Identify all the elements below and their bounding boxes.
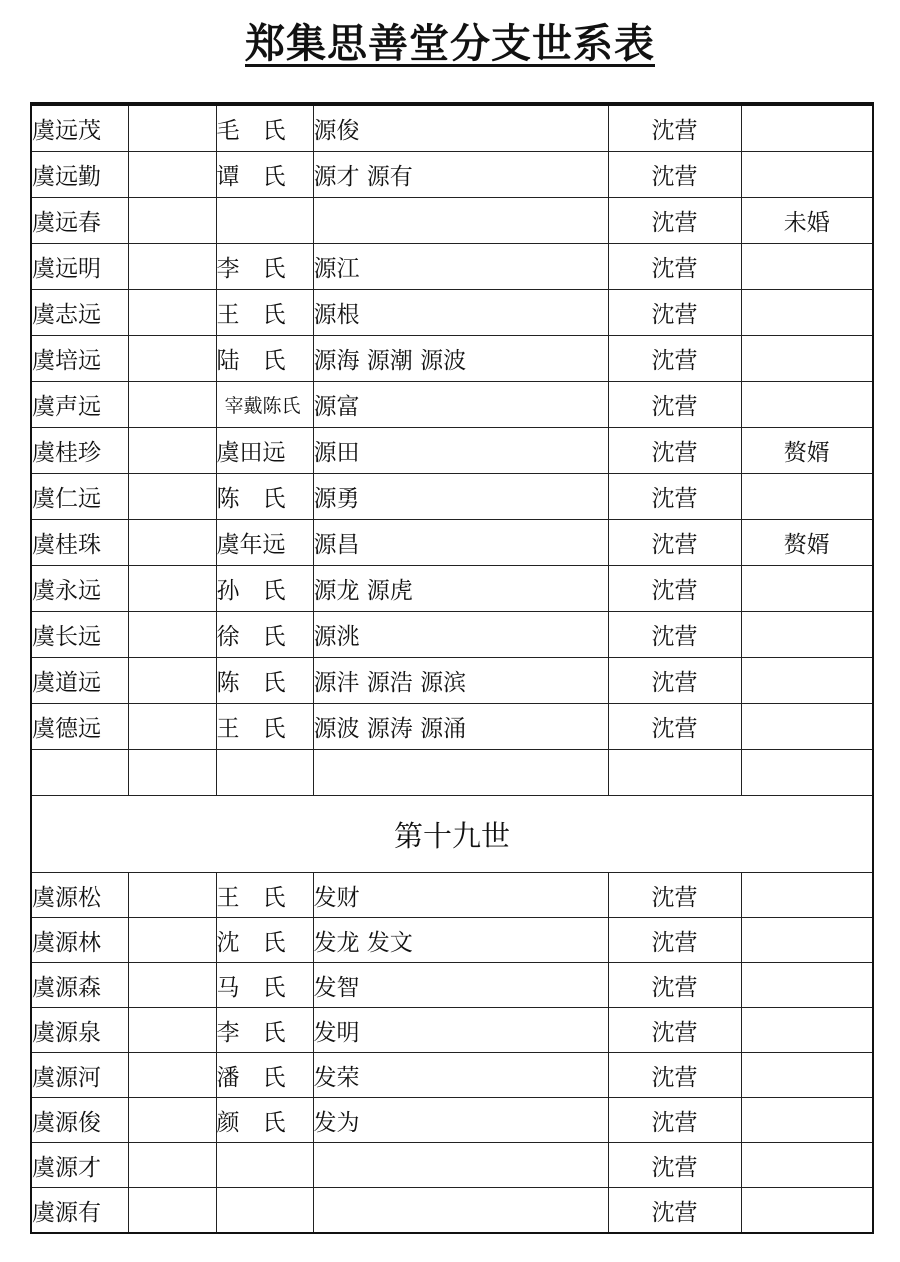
remark-cell (741, 336, 873, 382)
residence-cell: 沈营 (608, 612, 741, 658)
residence-cell: 沈营 (608, 704, 741, 750)
remark-cell (741, 750, 873, 796)
member-name-cell: 虞仁远 (31, 474, 128, 520)
blank-cell-cell (128, 566, 216, 612)
residence-cell: 沈营 (608, 198, 741, 244)
remark-cell (741, 1008, 873, 1053)
table-row (31, 612, 873, 658)
remark-cell (741, 1053, 873, 1098)
spouse-name-cell (216, 1188, 313, 1234)
spouse-name-cell: 李 氏 (216, 1008, 313, 1053)
member-name-cell: 虞远春 (31, 198, 128, 244)
table-row (31, 428, 873, 474)
blank-cell-cell (128, 704, 216, 750)
children-names-cell (313, 1188, 608, 1234)
blank-cell-cell (128, 918, 216, 963)
children-names-cell: 源龙 源虎 (313, 566, 608, 612)
member-name-cell: 虞源森 (31, 963, 128, 1008)
residence-cell: 沈营 (608, 873, 741, 918)
spouse-name-cell: 宰戴陈氏 (216, 382, 313, 428)
table-row (31, 1008, 873, 1053)
children-names-cell: 发财 (313, 873, 608, 918)
children-names-cell: 源俊 (313, 104, 608, 152)
children-names-cell (313, 198, 608, 244)
residence-cell: 沈营 (608, 382, 741, 428)
table-row (31, 918, 873, 963)
children-names-cell: 源江 (313, 244, 608, 290)
remark-cell (741, 244, 873, 290)
children-names-cell: 发明 (313, 1008, 608, 1053)
residence-cell: 沈营 (608, 290, 741, 336)
blank-cell-cell (128, 1143, 216, 1188)
blank-cell-cell (128, 244, 216, 290)
blank-cell-cell (128, 382, 216, 428)
blank-cell-cell (128, 336, 216, 382)
children-names-cell: 源田 (313, 428, 608, 474)
remark-cell (741, 1143, 873, 1188)
residence-cell (608, 750, 741, 796)
remark-cell (741, 104, 873, 152)
remark-cell (741, 658, 873, 704)
spouse-name-cell (216, 198, 313, 244)
spouse-name-cell: 马 氏 (216, 963, 313, 1008)
blank-cell-cell (128, 1098, 216, 1143)
table-row (31, 1098, 873, 1143)
table-row (31, 1188, 873, 1234)
member-name-cell: 虞源林 (31, 918, 128, 963)
member-name-cell: 虞源松 (31, 873, 128, 918)
remark-cell (741, 918, 873, 963)
table-row (31, 658, 873, 704)
blank-cell-cell (128, 1053, 216, 1098)
residence-cell: 沈营 (608, 336, 741, 382)
member-name-cell: 虞声远 (31, 382, 128, 428)
remark-cell (741, 873, 873, 918)
residence-cell: 沈营 (608, 520, 741, 566)
residence-cell: 沈营 (608, 1188, 741, 1234)
spouse-name-cell: 虞年远 (216, 520, 313, 566)
remark-cell (741, 290, 873, 336)
blank-cell-cell (128, 750, 216, 796)
table-row (31, 873, 873, 918)
table-row (31, 520, 873, 566)
children-names-cell: 源波 源涛 源涌 (313, 704, 608, 750)
children-names-cell: 源洮 (313, 612, 608, 658)
blank-cell-cell (128, 428, 216, 474)
remark-cell: 赘婿 (741, 428, 873, 474)
table-row (31, 382, 873, 428)
remark-cell (741, 1188, 873, 1234)
member-name-cell: 虞德远 (31, 704, 128, 750)
member-name-cell (31, 750, 128, 796)
remark-cell (741, 382, 873, 428)
children-names-cell: 源沣 源浩 源滨 (313, 658, 608, 704)
table-row (31, 704, 873, 750)
spouse-name-cell: 徐 氏 (216, 612, 313, 658)
residence-cell: 沈营 (608, 428, 741, 474)
residence-cell: 沈营 (608, 104, 741, 152)
spouse-name-cell (216, 750, 313, 796)
genealogy-table-body (31, 104, 873, 1233)
member-name-cell: 虞桂珍 (31, 428, 128, 474)
remark-cell (741, 152, 873, 198)
member-name-cell: 虞道远 (31, 658, 128, 704)
residence-cell: 沈营 (608, 474, 741, 520)
member-name-cell: 虞远茂 (31, 104, 128, 152)
spouse-name-cell: 陈 氏 (216, 658, 313, 704)
residence-cell: 沈营 (608, 918, 741, 963)
children-names-cell: 源勇 (313, 474, 608, 520)
children-names-cell: 源海 源潮 源波 (313, 336, 608, 382)
spouse-name-cell: 王 氏 (216, 290, 313, 336)
table-row (31, 336, 873, 382)
page-title (0, 12, 900, 69)
member-name-cell: 虞永远 (31, 566, 128, 612)
blank-cell-cell (128, 873, 216, 918)
genealogy-table (30, 102, 874, 1234)
children-names-cell: 源富 (313, 382, 608, 428)
blank-cell-cell (128, 1008, 216, 1053)
table-row (31, 750, 873, 796)
remark-cell (741, 474, 873, 520)
children-names-cell (313, 750, 608, 796)
spouse-name-cell: 孙 氏 (216, 566, 313, 612)
spouse-name-cell: 陆 氏 (216, 336, 313, 382)
residence-cell: 沈营 (608, 244, 741, 290)
residence-cell: 沈营 (608, 152, 741, 198)
residence-cell: 沈营 (608, 1143, 741, 1188)
table-row (31, 198, 873, 244)
spouse-name-cell: 潘 氏 (216, 1053, 313, 1098)
children-names-cell: 源根 (313, 290, 608, 336)
residence-cell: 沈营 (608, 963, 741, 1008)
children-names-cell: 发龙 发文 (313, 918, 608, 963)
spouse-name-cell: 陈 氏 (216, 474, 313, 520)
table-row (31, 152, 873, 198)
member-name-cell: 虞远明 (31, 244, 128, 290)
children-names-cell: 源昌 (313, 520, 608, 566)
member-name-cell: 虞源泉 (31, 1008, 128, 1053)
remark-cell: 赘婿 (741, 520, 873, 566)
children-names-cell: 源才 源有 (313, 152, 608, 198)
generation-row (31, 796, 873, 873)
blank-cell-cell (128, 474, 216, 520)
residence-cell: 沈营 (608, 1098, 741, 1143)
spouse-name-cell: 谭 氏 (216, 152, 313, 198)
table-row (31, 474, 873, 520)
remark-cell (741, 1098, 873, 1143)
member-name-cell: 虞源有 (31, 1188, 128, 1234)
page-title-text: 郑集思善堂分支世系表 (245, 21, 655, 67)
spouse-name-cell: 虞田远 (216, 428, 313, 474)
children-names-cell (313, 1143, 608, 1188)
children-names-cell: 发智 (313, 963, 608, 1008)
blank-cell-cell (128, 612, 216, 658)
member-name-cell: 虞源俊 (31, 1098, 128, 1143)
remark-cell (741, 963, 873, 1008)
spouse-name-cell: 毛 氏 (216, 104, 313, 152)
spouse-name-cell (216, 1143, 313, 1188)
blank-cell-cell (128, 658, 216, 704)
member-name-cell: 虞源才 (31, 1143, 128, 1188)
table-row (31, 290, 873, 336)
table-row (31, 566, 873, 612)
member-name-cell: 虞培远 (31, 336, 128, 382)
blank-cell-cell (128, 1188, 216, 1234)
member-name-cell: 虞志远 (31, 290, 128, 336)
blank-cell-cell (128, 152, 216, 198)
remark-cell (741, 566, 873, 612)
remark-cell: 未婚 (741, 198, 873, 244)
residence-cell: 沈营 (608, 1008, 741, 1053)
children-names-cell: 发荣 (313, 1053, 608, 1098)
blank-cell-cell (128, 104, 216, 152)
spouse-name-cell: 沈 氏 (216, 918, 313, 963)
blank-cell-cell (128, 520, 216, 566)
table-row (31, 963, 873, 1008)
member-name-cell: 虞远勤 (31, 152, 128, 198)
spouse-name-cell: 颜 氏 (216, 1098, 313, 1143)
remark-cell (741, 612, 873, 658)
generation-label: 第十九世 (31, 796, 873, 873)
table-row (31, 1143, 873, 1188)
residence-cell: 沈营 (608, 658, 741, 704)
residence-cell: 沈营 (608, 566, 741, 612)
table-row (31, 104, 873, 152)
spouse-name-cell: 李 氏 (216, 244, 313, 290)
table-row (31, 1053, 873, 1098)
spouse-name-cell: 王 氏 (216, 873, 313, 918)
member-name-cell: 虞桂珠 (31, 520, 128, 566)
residence-cell: 沈营 (608, 1053, 741, 1098)
spouse-name-cell: 王 氏 (216, 704, 313, 750)
member-name-cell: 虞长远 (31, 612, 128, 658)
blank-cell-cell (128, 198, 216, 244)
table-row (31, 244, 873, 290)
remark-cell (741, 704, 873, 750)
blank-cell-cell (128, 290, 216, 336)
children-names-cell: 发为 (313, 1098, 608, 1143)
blank-cell-cell (128, 963, 216, 1008)
member-name-cell: 虞源河 (31, 1053, 128, 1098)
